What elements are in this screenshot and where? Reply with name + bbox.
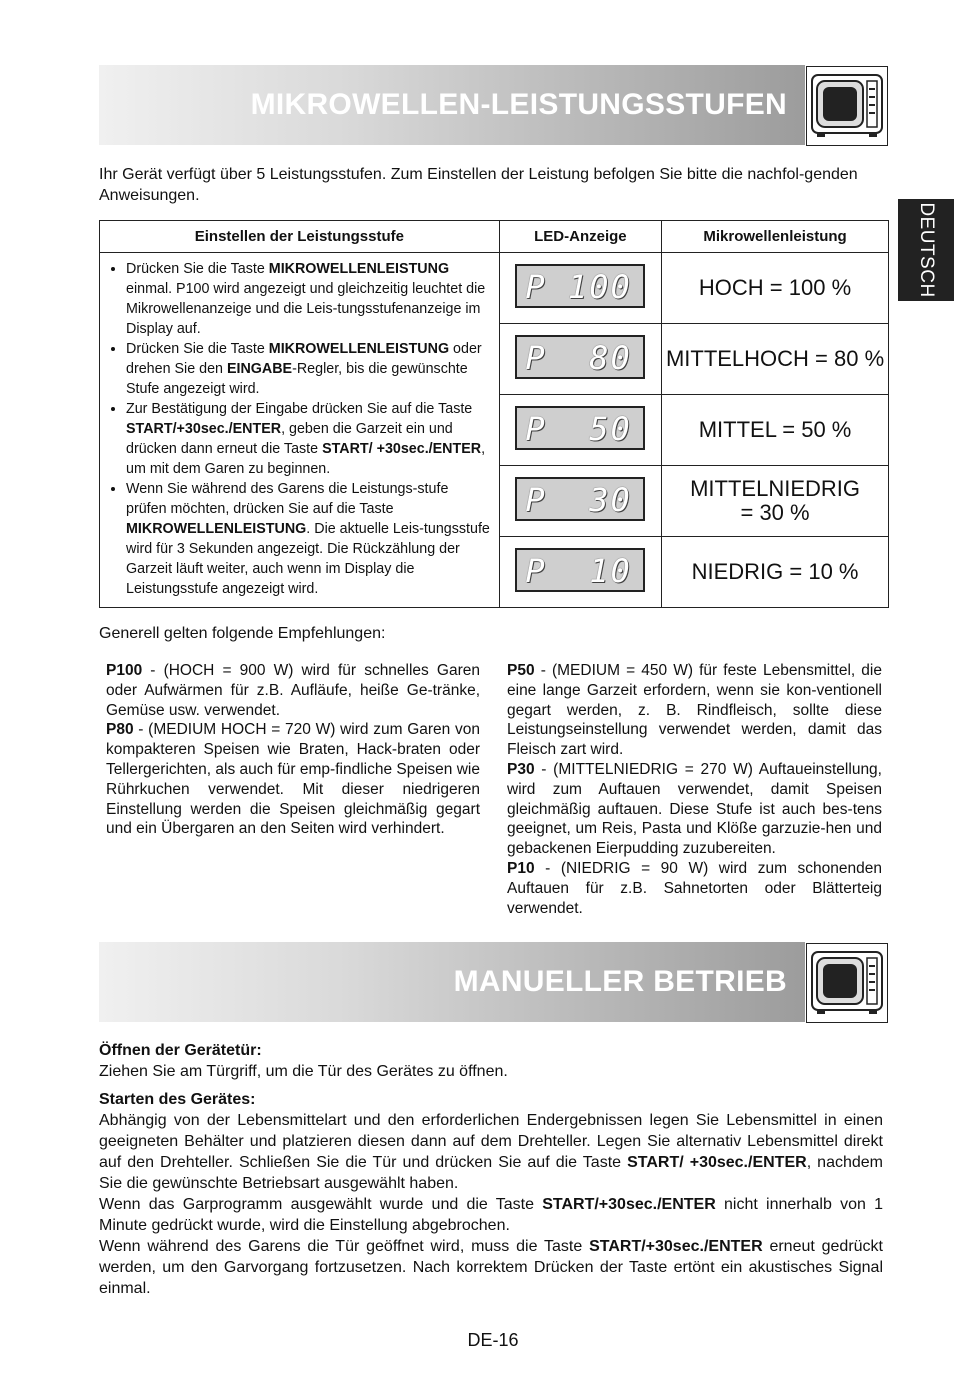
microwave-icon [806,943,888,1023]
led-display: P 50 [515,406,645,450]
led-cell [499,537,661,608]
led-display: P 10 [515,548,645,592]
recommend-item: P80 - (MEDIUM HOCH = 720 W) wird zum Garen von kompakteren Speisen wie Braten, Hack-braten oder Tellergerichten, als auch für emp-findliche Speisen wie Rührkuchen verwendet. Mit dieser niedrigeren Einstellung werden die Speisen gleichmäßig gegart und ein Übergaren an den Seiten wird verhindert. [106,721,480,838]
power-cell: MITTEL = 50 % [662,395,889,466]
language-tab [898,199,954,301]
led-display: P 100 [515,264,645,308]
power-cell: NIEDRIG = 10 % [662,537,889,608]
power-cell: MITTELHOCH = 80 % [662,324,889,395]
led-cell [499,466,661,537]
start-paragraph: Abhängig von der Lebensmittelart und den erforderlichen Endergebnissen legen Sie Lebensmittel in einen geeigneten Behälter und platzieren diesen dann auf dem Drehteller. Legen Sie alternativ Lebensmittel direkt auf den Drehteller. Schließen Sie die Tür und drücken Sie auf die Taste START/ +30sec./ENTER, nachdem Sie die gewünschte Betriebsart ausgewählt haben. [99,1112,883,1192]
instruction-item: • Drücken Sie die Taste MIKROWELLENLEISTUNG einmal. P100 wird angezeigt und gleichzeitig leuchtet die Mikrowellenanzeige und die Leis-tungsstufenanzeige im Display auf. [126,259,491,339]
power-cell: MITTELNIEDRIG = 30 % [662,466,889,537]
recommend-item: P50 - (MEDIUM = 450 W) für feste Lebensmittel, die eine lange Garzeit erfordern, wenn sie kon-ventionell gegart werden, z. B. Rindfleisch, sollte diese Leistungseinstellung verwendet werden, damit das Fleisch zart wird. [507,662,882,759]
table-header-row [100,221,889,253]
section-banner-power-levels [99,65,805,145]
instructions-cell [100,253,500,608]
door-text: Ziehen Sie am Türgriff, um die Tür des Gerätes zu öffnen. [99,1063,508,1080]
col-header-power: Mikrowellenleistung [662,221,889,253]
microwave-icon [806,66,888,146]
power-level-table [99,220,889,608]
instruction-item: • Wenn Sie während des Garens die Leistungs-stufe prüfen möchten, drücken Sie auf die Taste MIKROWELLENLEISTUNG. Die aktuelle Leis-tungsstufe wird für 3 Sekunden angezeigt. Die Rückzählung der Garzeit läuft weiter, auch wenn im Display die Leistungsstufe angezeigt wird. [126,479,491,599]
power-cell: HOCH = 100 % [662,253,889,324]
start-section [99,1089,883,1299]
start-heading: Starten des Gerätes: [99,1091,256,1108]
recommend-right-column [507,661,882,918]
intro-text: Ihr Gerät verfügt über 5 Leistungsstufen. Zum Einstellen der Leistung befolgen Sie bitte die nachfol-genden Anweisungen. [99,166,858,204]
section-title: MANUELLER BETRIEB [453,965,787,998]
instruction-item: • Drücken Sie die Taste MIKROWELLENLEISTUNG oder drehen Sie den EINGABE-Regler, bis die gewünschte Stufe angezeigt wird. [126,339,491,399]
led-cell [499,324,661,395]
led-cell [499,395,661,466]
led-display: P 30 [515,477,645,521]
recommend-item: P30 - (MITTELNIEDRIG = 270 W) Auftaueinstellung, wird zum Auftauen verwendet, damit Speisen gleichmäßig auftauen. Diese Stufe ist auch bes-tens geeignet, um Reis, Pasta und Klöße garzuzie-hen und gebackenen Eierpudding zuzubereiten. [507,760,882,858]
led-display: P 80 [515,335,645,379]
recommend-left-column [106,661,480,839]
page-number: DE-16 [467,1330,519,1350]
section-banner-manual [99,942,805,1022]
instruction-item: • Zur Bestätigung der Eingabe drücken Sie auf die Taste START/+30sec./ENTER, geben die Garzeit ein und drücken dann erneut die Taste START/ +30sec./ENTER, um mit dem Garen zu beginnen. [126,399,491,479]
recommend-item: P10 - (NIEDRIG = 90 W) wird zum schonenden Auftauen für z.B. Sahnetorten oder Blätterteig verwendet. [507,859,882,917]
language-tab-label: DEUTSCH [916,202,937,298]
recommend-intro: Generell gelten folgende Empfehlungen: [99,625,386,642]
recommend-item: P100 - (HOCH = 900 W) wird für schnelles Garen oder Aufwärmen für z.B. Aufläufe, heiße Ge-tränke, Gemüse usw. verwendet. [106,662,480,719]
col-header-setting: Einstellen der Leistungsstufe [100,221,500,253]
start-paragraph: Wenn das Garprogramm ausgewählt wurde und die Taste START/+30sec./ENTER nicht innerhalb von 1 Minute gedrückt wurde, wird die Einstellung abgebrochen. [99,1196,883,1234]
start-paragraph: Wenn während des Garens die Tür geöffnet wird, muss die Taste START/+30sec./ENTER erneut gedrückt werden, um den Garvorgang fortzusetzen. Nach korrektem Drücken der Taste ertönt ein akustisches Signal einmal. [99,1238,883,1297]
door-heading: Öffnen der Gerätetür: [99,1042,262,1059]
section-title: MIKROWELLEN-LEISTUNGSSTUFEN [250,88,787,121]
table-row [100,253,889,324]
instructions-list [108,259,491,599]
led-cell [499,253,661,324]
col-header-led: LED-Anzeige [499,221,661,253]
door-section [99,1040,883,1082]
